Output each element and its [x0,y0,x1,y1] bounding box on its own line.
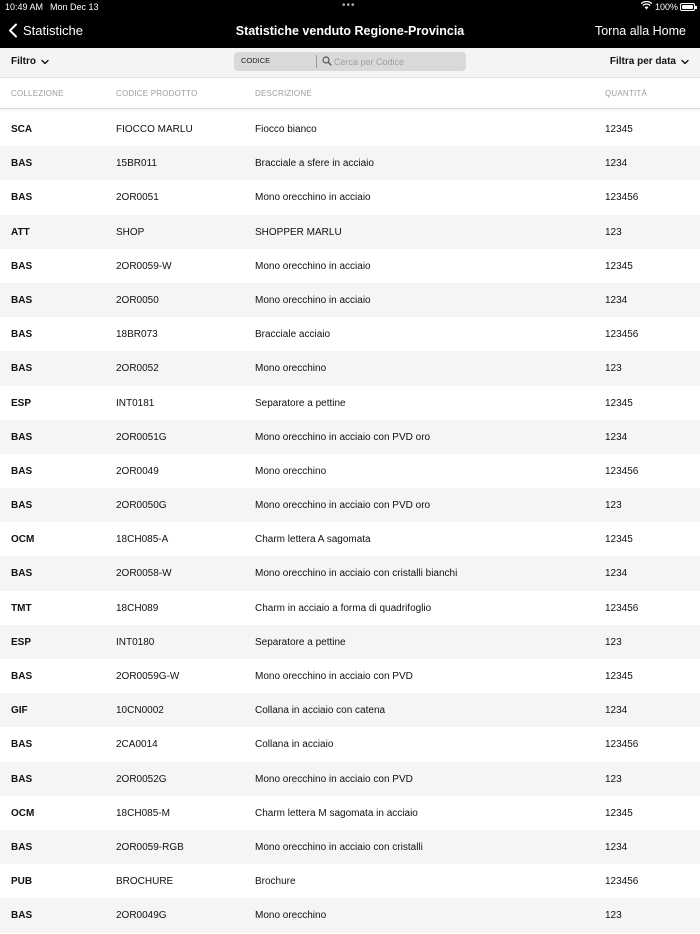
cell-codice-prodotto: 2OR0052G [116,773,167,785]
cell-quantita: 123456 [605,602,639,614]
cell-codice-prodotto: 10CN0002 [116,705,164,717]
cell-codice-prodotto: 18CH085-A [116,534,169,546]
cell-codice-prodotto: 2CA0014 [116,739,158,751]
cell-quantita: 123 [605,773,622,785]
date-filter-dropdown[interactable] [610,56,689,67]
cell-codice-prodotto: 18CH089 [116,602,159,614]
table-row[interactable] [0,864,700,898]
search-divider [316,55,317,68]
table-row[interactable] [0,386,700,420]
status-bar [0,0,700,14]
cell-collezione: GIF [11,705,28,717]
cell-descrizione: Mono orecchino in acciaio con PVD [255,671,413,682]
cell-collezione: BAS [11,363,33,375]
cell-quantita: 12345 [605,534,633,546]
cell-quantita: 1234 [605,158,628,170]
cell-codice-prodotto: FIOCCO MARLU [116,124,193,135]
cell-quantita: 1234 [605,568,628,580]
cell-descrizione: Mono orecchino in acciaio con PVD oro [255,500,431,512]
search-input[interactable] [334,53,462,70]
status-time: 10:49 AM [5,2,44,12]
cell-quantita: 123 [605,226,622,238]
cell-descrizione: Mono orecchino in acciaio con PVD [255,773,413,785]
cell-codice-prodotto: 2OR0049 [116,465,159,477]
table-row[interactable] [0,420,700,454]
table-row[interactable] [0,454,700,488]
cell-collezione: BAS [11,329,33,341]
cell-quantita: 123456 [605,192,639,204]
cell-collezione: BAS [11,568,33,580]
cell-descrizione: Fiocco bianco [255,124,317,135]
cell-collezione: ATT [11,226,30,238]
table-row[interactable] [0,898,700,932]
table-row[interactable] [0,796,700,830]
table-row[interactable] [0,351,700,385]
cell-descrizione: Mono orecchino [255,363,327,375]
cell-descrizione: Separatore a pettine [255,636,346,648]
cell-collezione: BAS [11,671,33,682]
table-row[interactable] [0,215,700,249]
navigation-bar [0,14,700,48]
back-button-label: Statistiche [23,23,83,38]
cell-collezione: BAS [11,910,33,922]
search-bar [234,52,466,71]
cell-collezione: BAS [11,431,33,443]
cell-collezione: TMT [11,602,32,614]
cell-descrizione: Mono orecchino [255,910,327,922]
date-filter-label: Filtra per data [609,56,676,67]
cell-collezione: BAS [11,192,33,204]
table-row[interactable] [0,659,700,693]
cell-descrizione: Brochure [255,876,296,888]
chevron-left-icon [8,23,18,38]
cell-quantita: 12345 [605,397,633,409]
battery-icon [680,3,695,11]
cell-descrizione: Mono orecchino in acciaio con cristalli bianchi [255,568,458,580]
cell-descrizione: Mono orecchino in acciaio con cristalli [255,841,423,853]
table-row[interactable] [0,830,700,864]
cell-codice-prodotto: 2OR0059G-W [116,671,180,682]
cell-quantita: 123 [605,500,622,512]
cell-descrizione: Bracciale acciaio [255,329,331,341]
cell-quantita: 12345 [605,260,633,272]
filter-bar [0,48,700,78]
cell-collezione: BAS [11,294,33,306]
cell-descrizione: Mono orecchino in acciaio [255,192,371,204]
cell-collezione: BAS [11,739,33,751]
cell-quantita: 123456 [605,329,639,341]
cell-collezione: BAS [11,465,33,477]
cell-descrizione: Bracciale a sfere in acciaio [255,158,374,170]
cell-descrizione: Separatore a pettine [255,397,346,409]
cell-codice-prodotto: 2OR0059-W [116,260,172,272]
cell-descrizione: Mono orecchino [255,465,327,477]
cell-descrizione: Mono orecchino in acciaio [255,294,371,306]
cell-descrizione: Collana in acciaio [255,739,334,751]
table-row[interactable] [0,146,700,180]
cell-quantita: 1234 [605,431,628,443]
table-row[interactable] [0,180,700,214]
cell-quantita: 123 [605,636,622,648]
cell-codice-prodotto: 2OR0051G [116,431,167,443]
cell-codice-prodotto: INT0181 [116,397,155,409]
table-row[interactable] [0,556,700,590]
multitasking-dots-icon[interactable]: ••• [342,0,356,11]
cell-collezione: BAS [11,158,33,170]
search-icon [322,56,332,66]
table-header [0,78,700,109]
cell-collezione: ESP [11,397,32,409]
cell-codice-prodotto: 2OR0050 [116,294,159,306]
cell-quantita: 1234 [605,294,628,306]
cell-descrizione: Mono orecchino in acciaio con PVD oro [255,431,431,443]
filter-label: Filtro [11,56,36,67]
table-row[interactable] [0,112,700,146]
table-row[interactable] [0,283,700,317]
cell-quantita: 1234 [605,841,628,853]
cell-collezione: PUB [11,876,33,888]
table-row[interactable] [0,727,700,761]
column-header-collezione[interactable]: COLLEZIONE [11,89,64,98]
table-row[interactable] [0,488,700,522]
table-row[interactable] [0,249,700,283]
table-row[interactable] [0,591,700,625]
table-row[interactable] [0,625,700,659]
status-date: Mon Dec 13 [50,2,99,12]
cell-quantita: 123456 [605,739,639,751]
column-header-quantita[interactable]: QUANTITÀ [605,89,648,98]
cell-quantita: 123 [605,910,622,922]
cell-codice-prodotto: 2OR0049G [116,910,167,922]
cell-collezione: BAS [11,500,33,512]
cell-descrizione: Charm lettera A sagomata [255,534,371,546]
column-header-codice-prodotto[interactable]: CODICE PRODOTTO [116,89,198,98]
back-button[interactable] [8,23,83,38]
cell-quantita: 123 [605,363,622,375]
cell-codice-prodotto: 2OR0050G [116,500,167,512]
page-title: Statistiche venduto Regione-Provincia [235,24,465,38]
cell-codice-prodotto: 15BR011 [116,158,157,170]
cell-codice-prodotto: SHOP [116,226,145,238]
wifi-icon [641,1,652,12]
table-row[interactable] [0,522,700,556]
cell-collezione: SCA [11,124,33,135]
cell-collezione: BAS [11,260,33,272]
cell-descrizione: Mono orecchino in acciaio [255,260,371,272]
home-button[interactable]: Torna alla Home [594,24,686,38]
cell-codice-prodotto: INT0180 [116,636,155,648]
cell-codice-prodotto: 2OR0058-W [116,568,172,580]
cell-descrizione: SHOPPER MARLU [255,226,342,238]
cell-descrizione: Charm in acciaio a forma di quadrifoglio [255,602,432,614]
cell-quantita: 1234 [605,705,628,717]
cell-collezione: BAS [11,773,33,785]
cell-collezione: ESP [11,636,32,648]
table-row[interactable] [0,317,700,351]
cell-codice-prodotto: 18CH085-M [116,807,170,819]
filter-dropdown[interactable] [11,56,49,67]
cell-codice-prodotto: 2OR0052 [116,363,159,375]
cell-quantita: 12345 [605,671,633,682]
cell-quantita: 123456 [605,876,639,888]
chevron-down-icon [681,59,689,65]
column-header-descrizione[interactable]: DESCRIZIONE [255,89,312,98]
table-row[interactable] [0,762,700,796]
cell-codice-prodotto: 18BR073 [116,329,158,341]
cell-descrizione: Collana in acciaio con catena [255,705,386,717]
cell-codice-prodotto: BROCHURE [116,876,174,888]
cell-collezione: OCM [11,807,35,819]
cell-collezione: OCM [11,534,35,546]
chevron-down-icon [41,59,49,65]
cell-collezione: BAS [11,841,33,853]
cell-quantita: 123456 [605,465,639,477]
search-field-selector[interactable]: CODICE [241,56,271,65]
cell-quantita: 12345 [605,807,633,819]
table-row[interactable] [0,693,700,727]
cell-descrizione: Charm lettera M sagomata in acciaio [255,807,418,819]
cell-quantita: 12345 [605,124,633,135]
cell-codice-prodotto: 2OR0051 [116,192,159,204]
battery-percentage: 100% [655,2,679,12]
table-body [0,112,700,933]
cell-codice-prodotto: 2OR0059-RGB [116,841,184,853]
